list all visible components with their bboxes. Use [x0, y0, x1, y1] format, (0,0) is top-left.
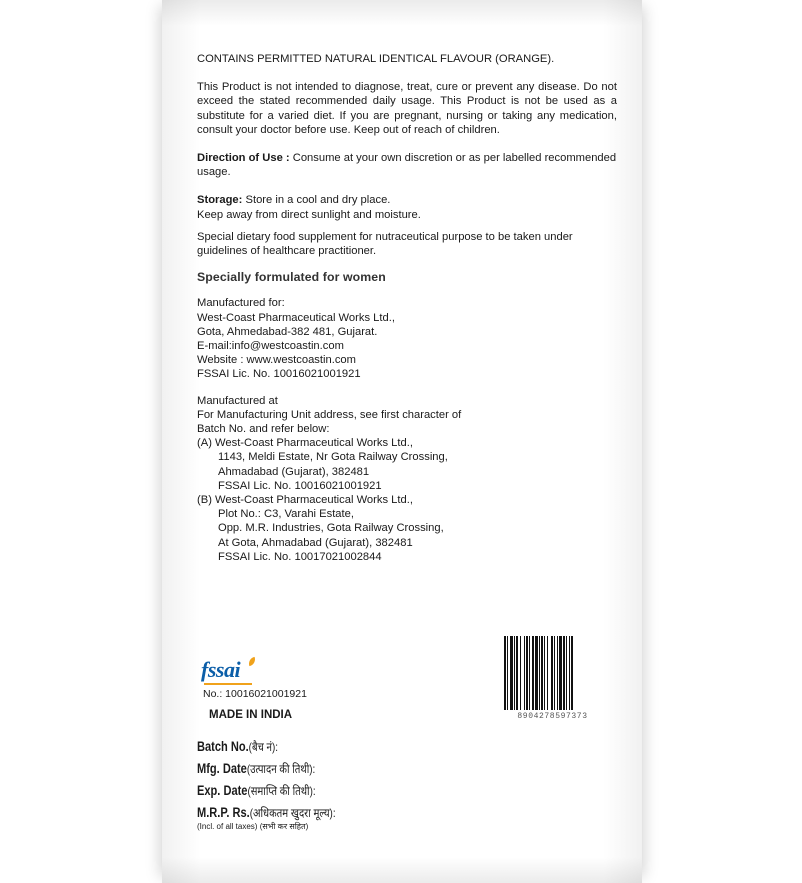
manufacturer-line: West-Coast Pharmaceutical Works Ltd.,	[197, 311, 395, 324]
manufacturer-line: Gota, Ahmedabad-382 481, Gujarat.	[197, 325, 378, 338]
fssai-underline	[204, 683, 252, 685]
unit-a-line: Ahmadabad (Gujarat), 382481	[218, 465, 370, 478]
exp-date-field	[197, 780, 336, 802]
manufactured-at-intro: For Manufacturing Unit address, see first character of	[197, 408, 462, 421]
unit-b-line: At Gota, Ahmadabad (Gujarat), 382481	[218, 536, 413, 549]
incl-taxes-note: (Incl. of all taxes) (सभी कर सहित)	[197, 822, 309, 831]
batch-no-hindi: (बैच नं):	[248, 740, 279, 754]
unit-a-line: 1143, Meldi Estate, Nr Gota Railway Crossing,	[218, 451, 448, 464]
formulated-for-women: Specially formulated for women	[197, 270, 386, 285]
exp-date-hindi: (समाप्ति की तिथी):	[247, 784, 316, 798]
unit-a-line: FSSAI Lic. No. 10016021001921	[218, 479, 382, 492]
manufactured-for-block	[197, 296, 617, 381]
unit-b-line: Opp. M.R. Industries, Gota Railway Crossing,	[218, 522, 444, 535]
fssai-number: No.: 10016021001921	[203, 688, 307, 700]
unit-b-line: Plot No.: C3, Varahi Estate,	[218, 508, 354, 521]
storage-text: Store in a cool and dry place.	[242, 194, 391, 207]
batch-no-field	[197, 736, 336, 758]
mfg-date-hindi: (उत्पादन की तिथी):	[246, 762, 316, 776]
fssai-logo: fssai	[201, 657, 241, 682]
storage-heading: Storage:	[197, 194, 243, 207]
direction-of-use	[197, 151, 617, 179]
exp-date-label: Exp. Date	[197, 783, 248, 798]
made-in-india: MADE IN INDIA	[209, 709, 293, 721]
storage-text-2: Keep away from direct sunlight and moisture.	[197, 208, 421, 221]
direction-heading: Direction of Use :	[197, 152, 290, 165]
disclaimer-text: This Product is not intended to diagnose, treat, cure or prevent any disease. Do not exceed the stated recommended daily usage. This Product is not be used as a substitute for a varied diet. If you are pregnant, nursing or taking any medication, consult your doctor before use. Keep out of reach of children.	[197, 81, 617, 136]
mfg-date-field	[197, 758, 336, 780]
unit-b-first-line: (B) West-Coast Pharmaceutical Works Ltd.,	[197, 494, 413, 507]
fssai-leaf-icon	[247, 657, 257, 666]
unit-b-line: FSSAI Lic. No. 10017021002844	[218, 550, 382, 563]
manufactured-for-heading: Manufactured for:	[197, 297, 285, 310]
barcode-digits: 8904278597373	[517, 712, 588, 721]
label-text-block	[197, 52, 617, 564]
manufacturer-line: E-mail:info@westcoastin.com	[197, 340, 344, 353]
mrp-field	[197, 802, 336, 824]
manufacturer-line: Website : www.westcoastin.com	[197, 354, 356, 367]
mfg-date-label: Mfg. Date	[197, 761, 247, 776]
storage-info	[197, 193, 617, 207]
mrp-hindi: (अधिकतम खुदरा मूल्य):	[249, 806, 336, 820]
direction-text: Consume at your own discretion or as per labelled recommended usage.	[197, 152, 617, 179]
manufactured-at-heading: Manufactured at	[197, 394, 278, 407]
manufactured-at-block	[197, 394, 617, 564]
unit-a-first-line: (A) West-Coast Pharmaceutical Works Ltd.,	[197, 437, 413, 450]
batch-no-label: Batch No.	[197, 739, 249, 754]
product-label-panel	[162, 0, 642, 883]
flavour-statement: CONTAINS PERMITTED NATURAL IDENTICAL FLAVOUR (ORANGE).	[197, 53, 555, 65]
mrp-label: M.R.P. Rs.	[197, 805, 250, 820]
manufacturer-line: FSSAI Lic. No. 10016021001921	[197, 368, 361, 381]
manufactured-at-intro: Batch No. and refer below:	[197, 423, 330, 436]
dietary-statement: Special dietary food supplement for nutraceutical purpose to be taken under guidelines of healthcare practitioner.	[197, 230, 573, 258]
batch-info-fields	[197, 736, 366, 832]
barcode	[501, 634, 604, 712]
